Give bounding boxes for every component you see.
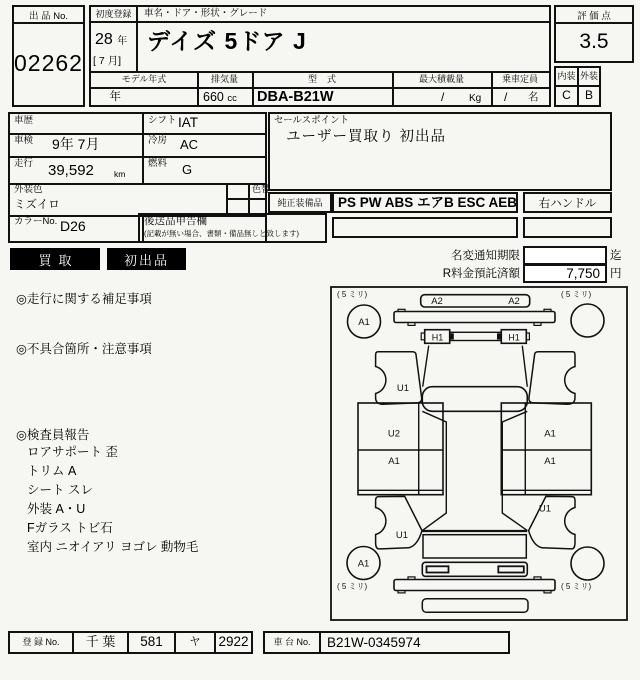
- model-code-value: DBA-B21W: [257, 89, 334, 105]
- handle-empty-box: [523, 217, 612, 238]
- score-label: 評 価 点: [556, 7, 632, 24]
- max-load-value: /: [441, 90, 445, 104]
- handle-box: 右ハンドル: [523, 192, 612, 213]
- buyback-badge: 買取: [10, 248, 100, 270]
- left-fender-mark: U1: [396, 383, 410, 394]
- inspector-item: Fガラス トビ石: [27, 521, 113, 535]
- color-no-label: カラーNo.: [14, 216, 58, 227]
- vehicle-header-table: [89, 5, 551, 107]
- later-items-box: [138, 213, 327, 243]
- recycle-fee-value: 7,750: [566, 266, 600, 281]
- wheel-rear-right: [571, 547, 604, 580]
- inspector-item: 室内 ニオイアリ ヨゴレ 動物毛: [27, 540, 199, 554]
- rear-left-fender: [376, 496, 422, 549]
- mileage-note-title: ◎走行に関する補足事項: [16, 292, 152, 306]
- front-left-fender: [376, 352, 422, 404]
- later-items-note: (記載が無い場合、書類・備品無しと致します): [144, 229, 299, 238]
- tire-depth-rear-right: ( 5 ミリ): [561, 582, 592, 591]
- grade-box: [554, 66, 601, 107]
- reg-no-label: 登 録 No.: [22, 636, 60, 647]
- headlight-assembly: [421, 330, 529, 344]
- model-year-label: モデル年式: [121, 73, 167, 84]
- score-value: 3.5: [579, 29, 609, 53]
- damage-diagram: [328, 283, 634, 623]
- repaint-label: 色替: [252, 184, 271, 194]
- fuel-value: G: [182, 162, 193, 177]
- right-quarter-mark: U1: [538, 503, 552, 515]
- fuel-label: 燃料: [148, 158, 168, 169]
- car-name-label: 車名・ドア・形状・グレード: [144, 8, 268, 19]
- hood-bar: [394, 309, 555, 325]
- ext-color-label: 外装色: [14, 184, 43, 195]
- chassis-value: B21W-0345974: [327, 635, 421, 650]
- exterior-grade: B: [584, 88, 593, 103]
- sales-point-label: セールスポイント: [274, 115, 350, 126]
- auction-no-value: 02262: [14, 50, 83, 76]
- shift-value: IAT: [178, 115, 198, 130]
- right-door-front-mark: A1: [544, 428, 556, 440]
- displacement-value: 660 cc: [203, 90, 237, 104]
- max-load-unit: Kg: [469, 93, 482, 104]
- capacity-value: /: [504, 90, 508, 104]
- auction-no-box: [12, 5, 85, 107]
- front-bumper-left-mark: A2: [431, 296, 443, 307]
- tire-depth-rear-left: ( 5 ミリ): [337, 582, 368, 591]
- interior-label: 内装: [557, 70, 576, 81]
- first-reg-label: 初度登録: [95, 8, 132, 19]
- reg-kana: ヤ: [189, 636, 201, 649]
- reg-number: 2922: [218, 634, 249, 650]
- sales-point-text: ユーザー買取り 初出品: [286, 129, 447, 145]
- wheel-front-left-mark: A1: [358, 317, 370, 328]
- recycle-fee-label: R料金預託済額: [442, 268, 520, 280]
- ext-color-value: ミズイロ: [14, 199, 60, 211]
- displacement-label: 排気量: [210, 73, 238, 84]
- inspector-item: トリム A: [27, 464, 77, 478]
- recycle-fee-field: [523, 264, 607, 283]
- mileage-value: 39,592: [48, 162, 94, 179]
- windshield: [422, 387, 527, 412]
- aircon-value: AC: [180, 137, 199, 152]
- front-right-fender: [529, 352, 575, 404]
- chassis-box: [263, 631, 510, 654]
- defect-title: ◎不具合箇所・注意事項: [16, 342, 152, 356]
- history-label: 車歴: [14, 115, 34, 126]
- rear-right-fender: [529, 496, 575, 549]
- later-items-label: 後送品申告欄: [144, 215, 207, 227]
- interior-grade: C: [562, 88, 571, 103]
- score-box: [554, 5, 634, 63]
- recycle-fee-unit: 円: [610, 268, 622, 280]
- mileage-unit: km: [114, 169, 126, 179]
- car-name-value: デイズ 5ドア J: [147, 28, 307, 54]
- reg-area: 千 葉: [85, 634, 116, 650]
- shift-label: シフト: [148, 115, 177, 126]
- reg-class: 581: [140, 634, 163, 650]
- tail-panel: [422, 562, 527, 576]
- capacity-unit: 名: [528, 91, 539, 103]
- left-quarter-mark: U1: [395, 530, 409, 541]
- name-change-field: [523, 246, 607, 265]
- name-change-suffix: 迄: [610, 250, 622, 262]
- inspector-item: シート スレ: [27, 483, 93, 497]
- right-door-rear-mark: A1: [544, 456, 556, 467]
- left-side-grid: [358, 403, 443, 495]
- chassis-label: 車 台 No.: [273, 636, 311, 647]
- wheel-front-right: [571, 304, 604, 337]
- equipment-value: PS PW ABS エアB ESC AEB: [338, 195, 518, 210]
- headlight-right-mark: H1: [508, 332, 520, 343]
- inspector-title: ◎検査員報告: [16, 428, 90, 442]
- name-change-label: 名変通知期限: [451, 250, 520, 262]
- color-no-value: D26: [60, 218, 86, 234]
- rear-under-panel: [422, 599, 528, 613]
- wheel-rear-left-mark: A1: [357, 558, 370, 570]
- auction-no-label: 出 品 No.: [14, 7, 83, 24]
- left-door-rear-mark: A1: [388, 456, 400, 467]
- headlight-left-mark: H1: [431, 332, 444, 343]
- equipment-label: 純正装備品: [268, 192, 332, 213]
- model-code-label: 型 式: [307, 73, 336, 84]
- windshield-pillars: [423, 346, 528, 387]
- inspector-item: ロアサポート 歪: [27, 445, 118, 459]
- sales-point-box: [268, 112, 612, 191]
- max-load-label: 最大積載量: [418, 73, 464, 84]
- exterior-label: 外装: [579, 70, 598, 81]
- left-door-front-mark: U2: [387, 428, 401, 440]
- inspector-item: 外装 A・U: [27, 502, 86, 516]
- tire-depth-front-right: ( 5 ミリ): [561, 290, 592, 299]
- rear-hatch: [423, 535, 526, 558]
- tail-light-right: [498, 566, 524, 572]
- capacity-label: 乗車定員: [501, 73, 538, 84]
- equipment-box: [332, 192, 518, 213]
- model-year-value: 年: [109, 91, 121, 103]
- first-reg-month: [ 7 月]: [93, 55, 122, 67]
- first-reg-year: 28 年: [95, 31, 128, 48]
- inspection-value: 9年 7月: [52, 136, 100, 152]
- tire-depth-front-left: ( 5 ミリ): [337, 290, 368, 299]
- inspection-label: 車検: [14, 135, 34, 146]
- roof-right-edge: [502, 411, 527, 530]
- rear-bumper: [394, 577, 555, 593]
- front-bumper-right-mark: A2: [508, 296, 520, 307]
- aircon-label: 冷房: [148, 135, 168, 146]
- registration-box: [8, 631, 253, 654]
- first-listing-badge: 初出品: [107, 248, 186, 270]
- equipment-empty-box: [332, 217, 518, 238]
- tail-light-left: [427, 566, 449, 572]
- mileage-label: 走行: [14, 158, 34, 169]
